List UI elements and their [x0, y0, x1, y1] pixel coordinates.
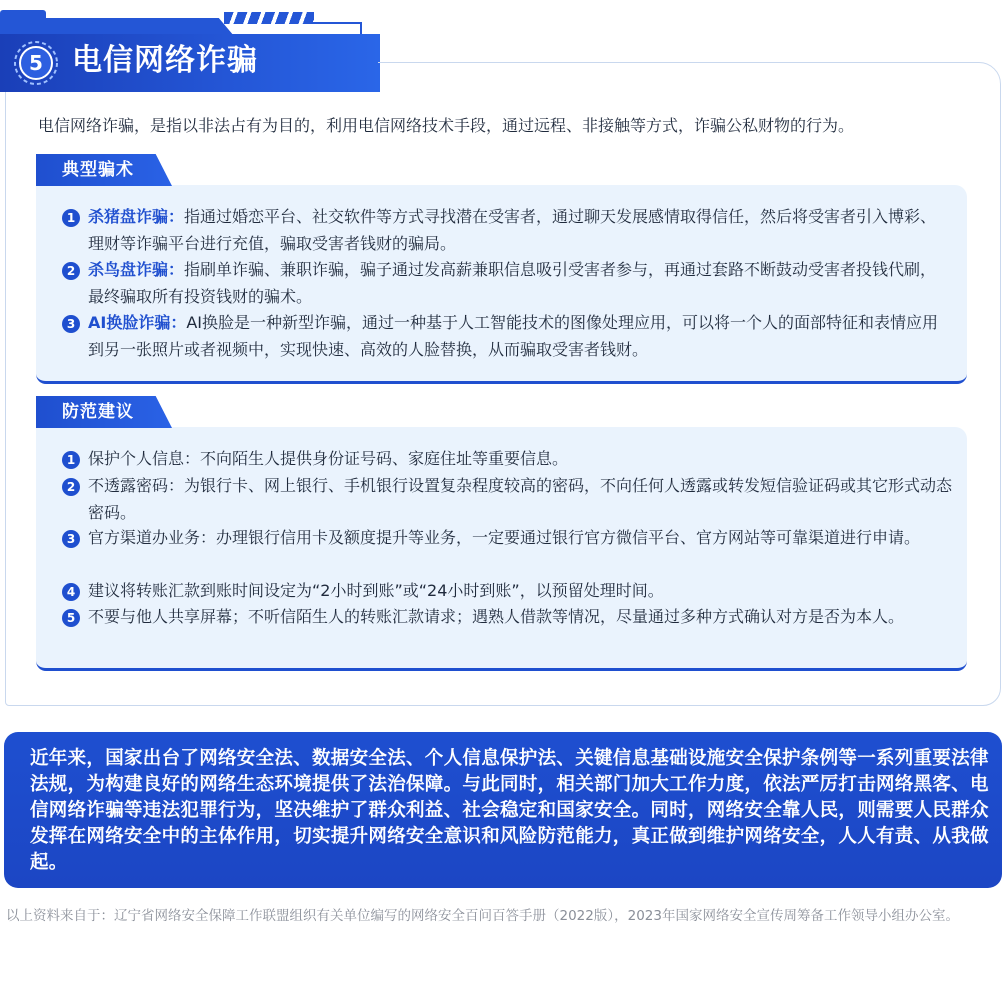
item-term: 杀鸟盘诈骗： — [88, 260, 185, 279]
number-icon: 1 — [62, 209, 80, 227]
number-icon: 4 — [62, 583, 80, 601]
summary-box — [4, 732, 1002, 888]
section-number-badge — [12, 39, 60, 87]
item-term: 杀猪盘诈骗： — [88, 207, 185, 226]
header-decoration-bar — [44, 18, 234, 36]
list-item — [62, 310, 952, 363]
item-text: 不透露密码：为银行卡、网上银行、手机银行设置复杂程度较高的密码，不向任何人透露或转发短信验证码或其它形式动态密码。 — [88, 476, 953, 522]
item-term: AI换脸诈骗： — [88, 313, 187, 332]
list-item — [62, 446, 952, 473]
section-title-tricks: 典型骗术 — [62, 160, 134, 180]
item-text: 保护个人信息：不向陌生人提供身份证号码、家庭住址等重要信息。 — [88, 449, 569, 468]
list-item — [62, 257, 952, 310]
section-number: 5 — [29, 51, 43, 75]
header-stripes — [224, 12, 314, 24]
item-content — [62, 257, 952, 310]
item-content — [62, 310, 952, 363]
header-decoration-line — [310, 22, 362, 24]
header-decoration-line-vertical — [360, 22, 362, 34]
number-icon: 1 — [62, 451, 80, 469]
item-text: 建议将转账汇款到账时间设定为“2小时到账”或“24小时到账”，以预留处理时间。 — [88, 581, 664, 600]
source-footnote: 以上资料来自于：辽宁省网络安全保障工作联盟组织有关单位编写的网络安全百问百答手册（2022版），2023年国家网络安全宣传周筹备工作领导小组办公室。 — [6, 908, 959, 924]
number-icon: 3 — [62, 315, 80, 333]
section-title-advice: 防范建议 — [62, 402, 134, 422]
item-text: 指刷单诈骗、兼职诈骗，骗子通过发高薪兼职信息吸引受害者参与，再通过套路不断鼓动受害者投钱代刷，最终骗取所有投资钱财的骗术。 — [88, 260, 937, 306]
number-icon: 5 — [62, 609, 80, 627]
item-text: 不要与他人共享屏幕；不听信陌生人的转账汇款请求；遇熟人借款等情况，尽量通过多种方式确认对方是否为本人。 — [88, 607, 905, 626]
list-item — [62, 604, 952, 631]
header-decoration-tab — [0, 10, 46, 36]
list-item — [62, 578, 952, 605]
number-icon: 3 — [62, 530, 80, 548]
list-item — [62, 473, 952, 526]
page-title: 电信网络诈骗 — [72, 43, 258, 78]
intro-paragraph: 电信网络诈骗，是指以非法占有为目的，利用电信网络技术手段，通过远程、非接触等方式，诈骗公私财物的行为。 — [38, 116, 855, 135]
list-item — [62, 204, 952, 257]
summary-text: 近年来，国家出台了网络安全法、数据安全法、个人信息保护法、关键信息基础设施安全保护条例等一系列重要法律法规，为构建良好的网络生态环境提供了法治保障。与此同时，相关部门加大工作力度，依法严厉打击网络黑客、电信网络诈骗等违法犯罪行为，坚决维护了群众利益、社会稳定和国家安全。同时，网络安全靠人民，则需要人民群众发挥在网络安全中的主体作用，切实提升网络安全意识和风险防范能力，真正做到维护网络安全，人人有责、从我做起。 — [30, 748, 989, 873]
item-text: AI换脸是一种新型诈骗，通过一种基于人工智能技术的图像处理应用，可以将一个人的面部特征和表情应用到另一张照片或者视频中，实现快速、高效的人脸替换，从而骗取受害者钱财。 — [88, 313, 939, 359]
number-icon: 2 — [62, 478, 80, 496]
list-item — [62, 525, 952, 552]
item-text: 指通过婚恋平台、社交软件等方式寻找潜在受害者，通过聊天发展感情取得信任，然后将受害者引入博彩、理财等诈骗平台进行充值，骗取受害者钱财的骗局。 — [88, 207, 937, 253]
item-text: 官方渠道办业务：办理银行信用卡及额度提升等业务，一定要通过银行官方微信平台、官方网站等可靠渠道进行申请。 — [88, 528, 921, 547]
number-icon: 2 — [62, 262, 80, 280]
item-content — [62, 204, 952, 257]
header-underline — [378, 62, 978, 63]
